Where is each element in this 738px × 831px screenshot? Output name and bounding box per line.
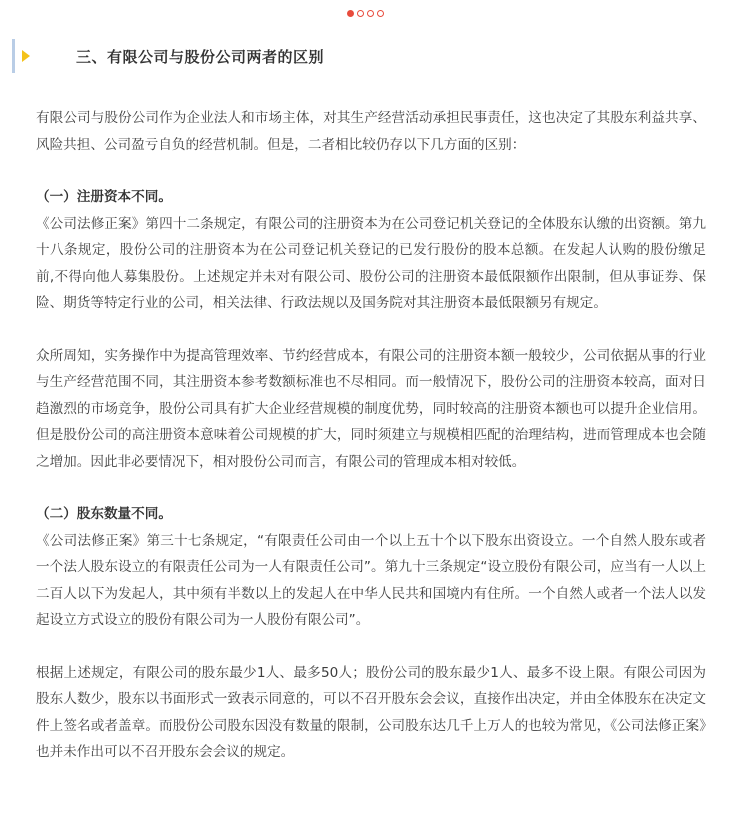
registered-capital-analysis-paragraph: 众所周知，实务操作中为提高管理效率、节约经营成本，有限公司的注册资本额一般较少，公司依据从事的行业与生产经营范围不同，其注册资本参考数额标准也不尽相同。而一般情况下，股份公司的注册资本较高，面对日趋激烈的市场竞争，股份公司具有扩大企业经营规模的制度优势，同时较高的注册资本额也可以提升企业信用。但是股份公司的高注册资本意味着公司规模的扩大，同时须建立与规模相匹配的治理结构，进而管理成本也会随之增加。因此非必要情况下，相对股份公司而言，有限公司的管理成本相对较低。 [36, 347, 706, 470]
carousel-dot-active[interactable] [347, 10, 354, 17]
article-body [36, 105, 706, 766]
shareholder-count-paragraph: 《公司法修正案》第三十七条规定，“有限责任公司由一个以上五十个以下股东出资设立。一个自然人股东或者一个法人股东设立的有限责任公司为一人有限责任公司”。第九十三条规定“设立股份有限公司，应当有一人以上二百人以下为发起人，其中须有半数以上的发起人在中华人民共和国境内有住所。一个自然人或者一个法人以发起设立方式设立的股份有限公司为一人股份有限公司”。 [36, 532, 706, 628]
carousel-dot[interactable] [357, 10, 364, 17]
subsection-title-registered-capital: （一）注册资本不同。 [36, 189, 172, 205]
triangle-arrow-icon [22, 50, 30, 62]
intro-paragraph: 有限公司与股份公司作为企业法人和市场主体，对其生产经营活动承担民事责任，这也决定了其股东利益共享、风险共担、公司盈亏自负的经营机制。但是，二者相比较仍存以下几方面的区别： [36, 110, 706, 153]
registered-capital-paragraph: 《公司法修正案》第四十二条规定，有限公司的注册资本为在公司登记机关登记的全体股东认缴的出资额。第九十八条规定，股份公司的注册资本为在公司登记机关登记的已发行股份的股本总额。在发起人认购的股份缴足前,不得向他人募集股份。上述规定并未对有限公司、股份公司的注册资本最低限额作出限制，但从事证券、保险、期货等特定行业的公司，相关法律、行政法规以及国务院对其注册资本最低限额另有规定。 [36, 215, 706, 311]
shareholder-count-analysis-paragraph: 根据上述规定，有限公司的股东最少1人、最多50人；股份公司的股东最少1人、最多不设上限。有限公司因为股东人数少，股东以书面形式一致表示同意的，可以不召开股东会会议，直接作出决定，并由全体股东在决定文件上签名或者盖章。而股份公司股东因没有数量的限制，公司股东达几千上万人的也较为常见，《公司法修正案》也并未作出可以不召开股东会会议的规定。 [36, 664, 706, 760]
section-header [12, 38, 712, 74]
header-accent-bar [12, 39, 15, 73]
section-title: 三、有限公司与股份公司两者的区别 [76, 47, 325, 66]
carousel-indicator [347, 10, 384, 17]
subsection-title-shareholder-count: （二）股东数量不同。 [36, 506, 172, 522]
carousel-dot[interactable] [367, 10, 374, 17]
carousel-dot[interactable] [377, 10, 384, 17]
